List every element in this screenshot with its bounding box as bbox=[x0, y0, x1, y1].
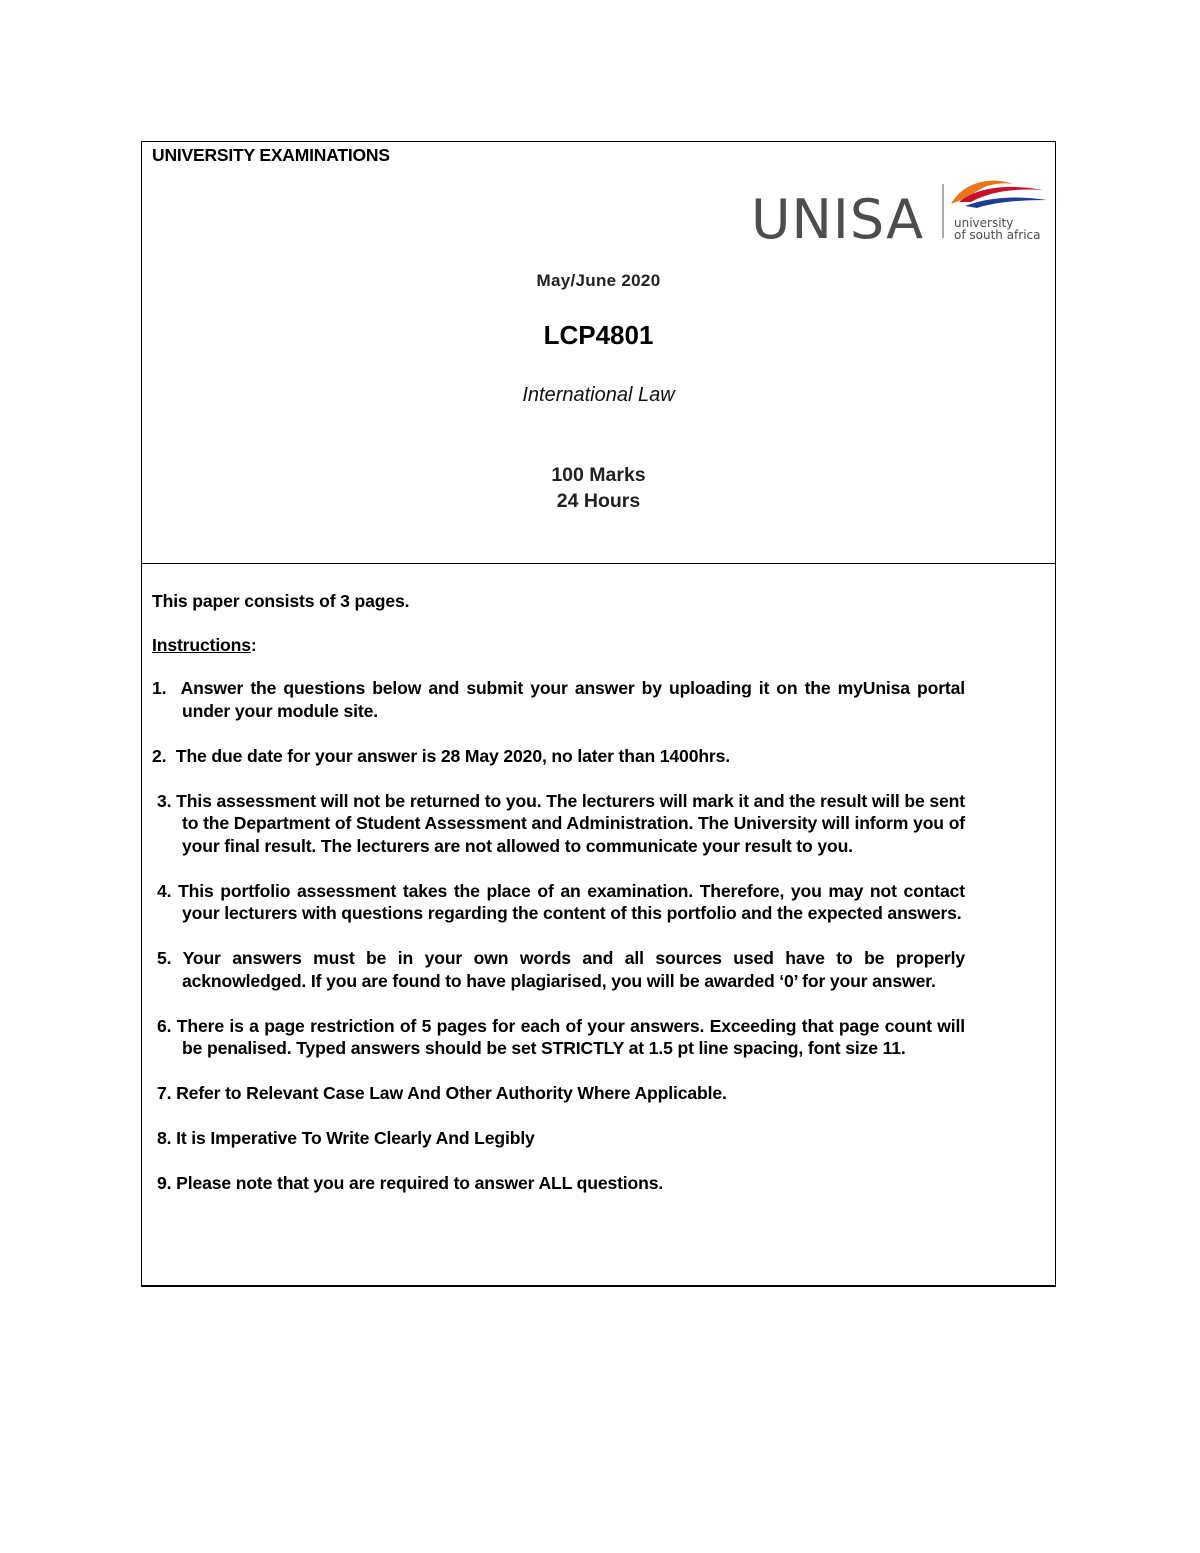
total-marks: 100 Marks bbox=[551, 464, 646, 486]
instruction-item bbox=[152, 1172, 965, 1195]
instruction-item bbox=[152, 745, 965, 768]
instruction-item bbox=[152, 1127, 965, 1150]
instruction-text: There is a page restriction of 5 pages for each of your answers. Exceeding that page count will be penalised. Typed answers should be set STRICTLY at 1.5 pt line spacing, font size 11. bbox=[176, 1015, 965, 1058]
instruction-text: Your answers must be in your own words and all sources used have to be properly acknowledged. If you are found to have plagiarised, you will be awarded ‘0’ for your answer. bbox=[182, 948, 965, 991]
logo-tagline-2: of south africa bbox=[954, 228, 1041, 242]
instruction-number: 6. bbox=[157, 1015, 172, 1036]
instruction-number: 4. bbox=[157, 880, 172, 901]
instructions-colon: : bbox=[250, 634, 257, 655]
instruction-text: This portfolio assessment takes the place of an examination. Therefore, you may not contact your lecturers with questions regarding the content of this portfolio and the expected answers. bbox=[178, 880, 965, 923]
logo-wordmark: UNISA bbox=[751, 188, 925, 244]
instruction-text: The due date for your answer is 28 May 2020, no later than 1400hrs. bbox=[175, 745, 730, 766]
instruction-number: 7. bbox=[157, 1083, 172, 1103]
page-count: This paper consists of 3 pages. bbox=[152, 591, 410, 611]
instruction-number: 9. bbox=[157, 1173, 172, 1193]
instruction-number: 8. bbox=[157, 1128, 172, 1148]
instruction-number: 3. bbox=[157, 790, 172, 811]
marks-duration bbox=[142, 462, 1055, 514]
instructions-section bbox=[152, 590, 965, 1195]
instruction-item bbox=[152, 1082, 965, 1105]
instruction-item bbox=[152, 790, 965, 858]
instruction-text: Refer to Relevant Case Law And Other Authority Where Applicable. bbox=[176, 1083, 727, 1103]
instruction-item bbox=[152, 880, 965, 925]
instruction-text: Please note that you are required to answer ALL questions. bbox=[176, 1173, 664, 1193]
unisa-logo bbox=[751, 172, 1051, 244]
instructions-list bbox=[152, 677, 965, 1195]
instruction-number: 5. bbox=[157, 948, 172, 968]
instruction-number: 1. bbox=[152, 678, 167, 698]
exam-cover-frame bbox=[141, 141, 1056, 1287]
instruction-number: 2. bbox=[152, 745, 167, 766]
exam-label: UNIVERSITY EXAMINATIONS bbox=[152, 145, 390, 165]
instruction-item bbox=[152, 947, 965, 992]
instruction-item bbox=[152, 1015, 965, 1060]
logo-swoosh-blue bbox=[965, 198, 1047, 208]
instruction-text: Answer the questions below and submit your answer by uploading it on the myUnisa portal under your module site. bbox=[180, 678, 965, 721]
instructions-label: Instructions bbox=[152, 634, 251, 655]
exam-session: May/June 2020 bbox=[536, 271, 661, 290]
cover-header-box bbox=[142, 142, 1055, 564]
instruction-text: This assessment will not be returned to you. The lecturers will mark it and the result will be sent to the Department of Student Assessment and Administration. The University will inform you of your final result. The lecturers are not allowed to communicate your result to you. bbox=[176, 790, 965, 856]
exam-duration: 24 Hours bbox=[556, 490, 641, 512]
instruction-item bbox=[152, 677, 965, 722]
instructions-heading bbox=[152, 634, 965, 657]
module-name: International Law bbox=[522, 384, 675, 406]
logo-tagline-1: university bbox=[954, 216, 1014, 230]
module-code: LCP4801 bbox=[543, 320, 654, 350]
instruction-text: It is Imperative To Write Clearly And Legibly bbox=[176, 1128, 535, 1148]
